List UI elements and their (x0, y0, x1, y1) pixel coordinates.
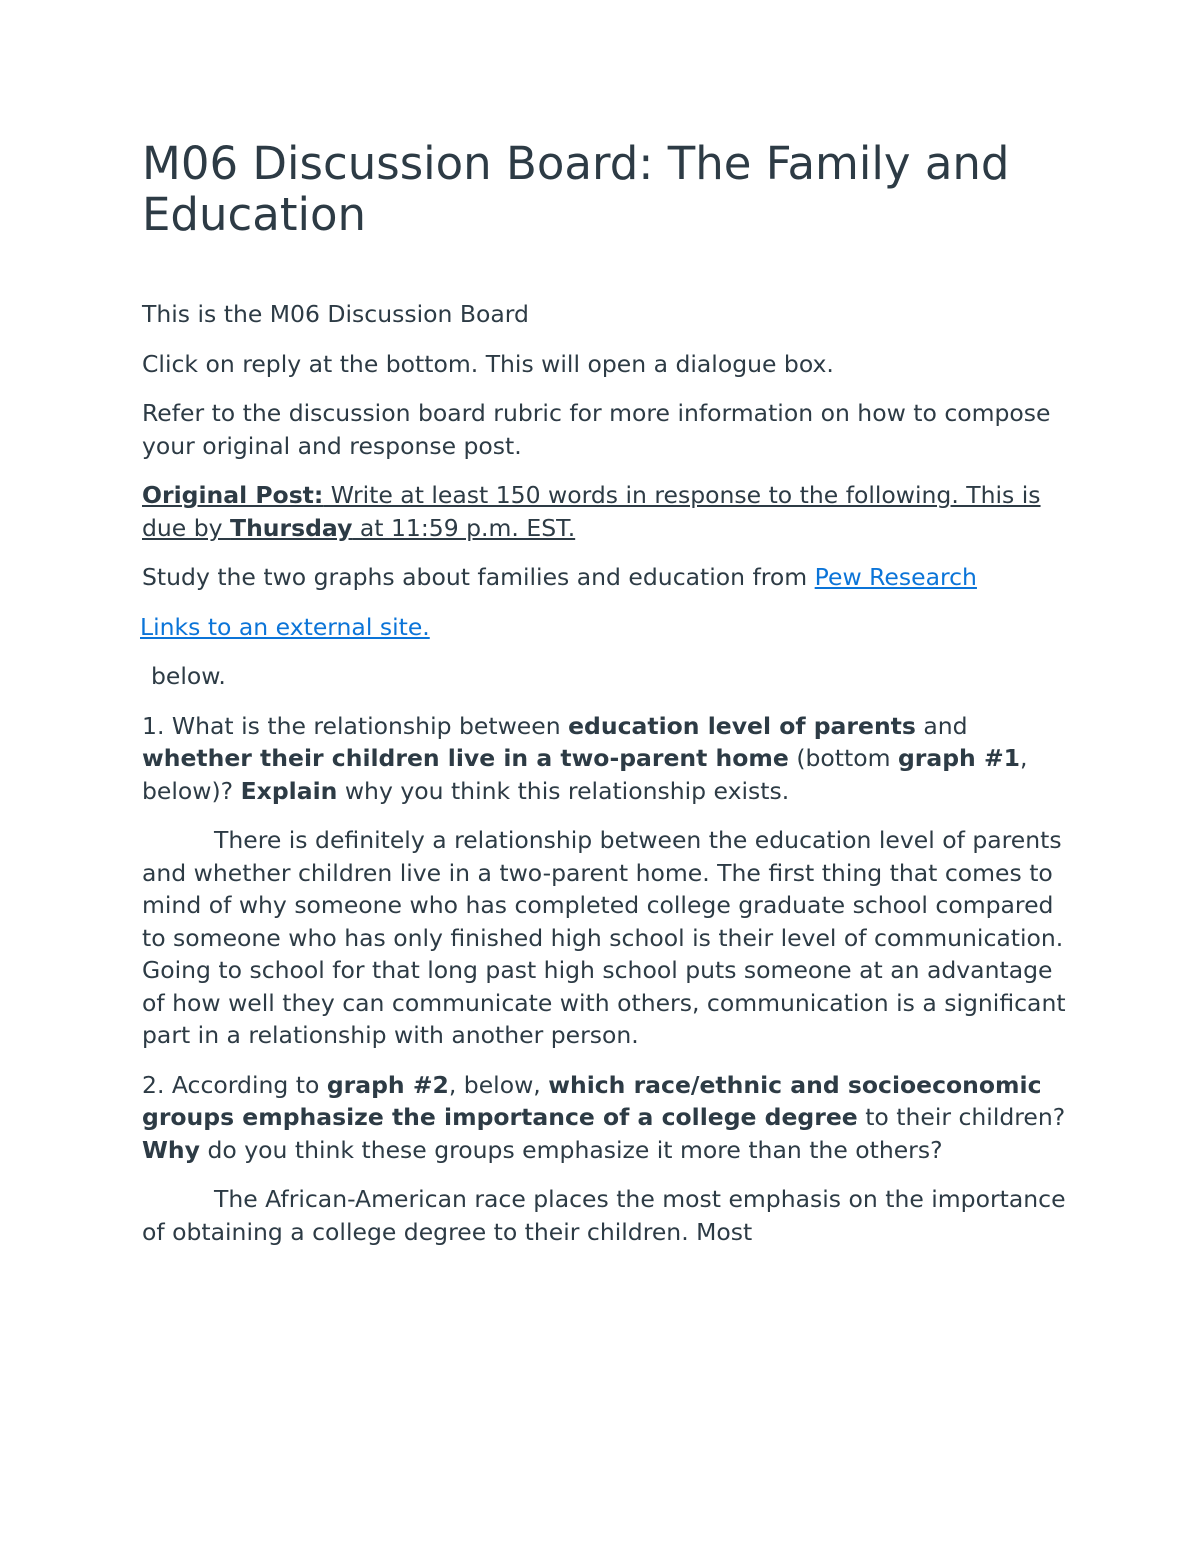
q2-bold-groups: which race/ethnic and socioeconomic groups emphasize the importance of a college degree (142, 1070, 1042, 1131)
q2-text-2: to their children? (857, 1103, 1066, 1131)
pew-research-link[interactable]: Pew Research (814, 563, 977, 591)
q1-text-2: (bottom (788, 744, 898, 772)
original-post-text-b: at 11:59 p.m. EST. (352, 513, 576, 542)
answer-2: The African-American race places the most emphasis on the importance of obtaining a college degree to their children. Most (142, 1185, 1066, 1246)
q1-text-3: , below)? (142, 744, 1028, 805)
below-text: below. (151, 662, 226, 690)
answer-1: There is definitely a relationship between the education level of parents and whether children live in a two-parent home. The first thing that comes to mind of why someone who has completed college graduate school compared to someone who has only finished high school is their level of communication. Going to school for that long past high school puts someone at an advantage of how well they can communicate with others, communication is a significant part in a relationship with another person. (142, 826, 1066, 1049)
original-post-instruction (142, 479, 1072, 544)
q1-bold-education: education level of parents (568, 711, 916, 740)
original-post-text-a: Write at least 150 words in response to the following. This is due by (142, 481, 1041, 542)
reply-instruction: Click on reply at the bottom. This will open a dialogue box. (142, 349, 834, 378)
q2-text-1: , below, (448, 1070, 549, 1099)
document-page (142, 138, 1072, 1265)
rubric-note: Refer to the discussion board rubric for more information on how to compose your original and response post. (142, 399, 1051, 460)
question-1 (142, 710, 1072, 808)
q1-bold-explain: Explain (240, 776, 338, 805)
q1-text-4: why you think this relationship exists. (337, 776, 790, 805)
q1-text-num: 1. What is the relationship between (142, 711, 569, 740)
q2-text-num: 2. According to (142, 1070, 327, 1099)
q2-text-3: do you think these groups emphasize it more than the others? (199, 1135, 943, 1164)
external-link-paragraph (140, 611, 1072, 644)
q1-text-1: and (915, 711, 968, 740)
page-title: M06 Discussion Board: The Family and Education (142, 137, 1010, 241)
original-post-day: Thursday (230, 513, 353, 542)
intro-paragraph: This is the M06 Discussion Board (142, 300, 529, 328)
q1-bold-graph: graph #1 (897, 744, 1021, 772)
q2-bold-graph: graph #2 (326, 1070, 449, 1099)
original-post-label: Original Post: (142, 481, 324, 509)
question-2 (142, 1069, 1072, 1167)
q2-bold-why: Why (142, 1135, 200, 1164)
study-text: Study the two graphs about families and education from (142, 563, 815, 591)
study-paragraph (142, 561, 1072, 594)
external-site-link[interactable]: Links to an external site. (140, 612, 430, 641)
q1-bold-two-parent: whether their children live in a two-parent home (142, 744, 789, 772)
